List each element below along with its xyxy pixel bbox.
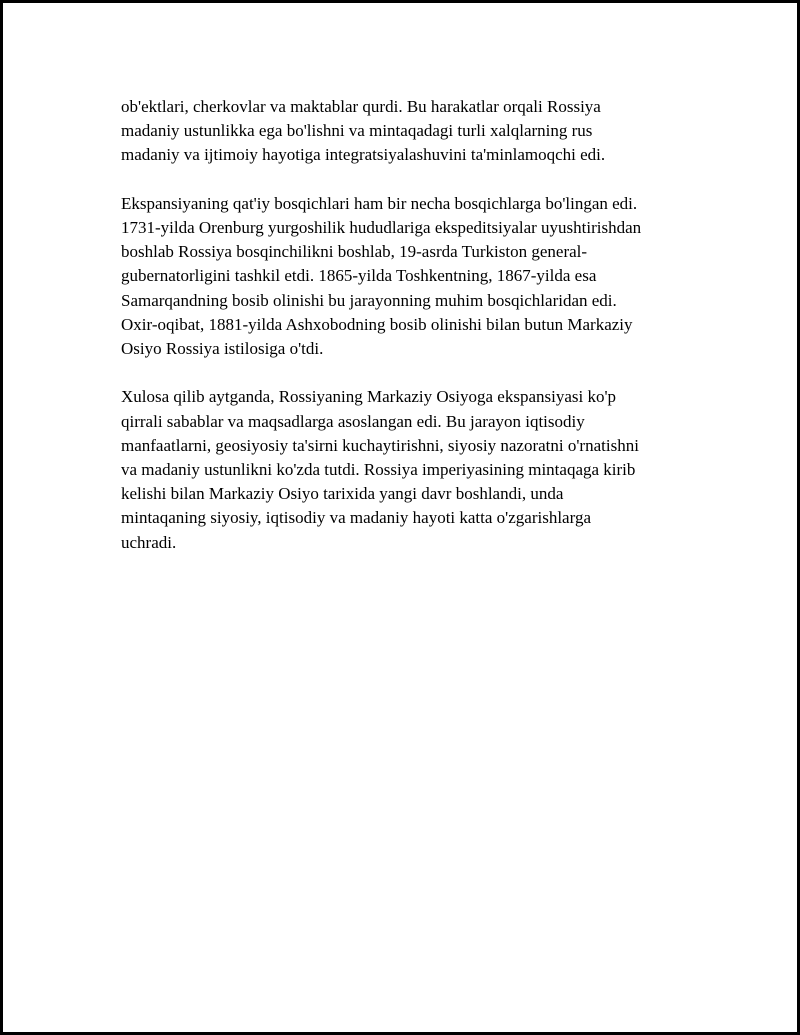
text-line: gubernatorligini tashkil etdi. 1865-yilda Toshkentning, 1867-yilda esa	[121, 266, 597, 286]
paragraph-3	[121, 385, 693, 554]
text-line: va madaniy ustunlikni ko'zda tutdi. Rossiya imperiyasining mintaqaga kirib	[121, 460, 636, 480]
text-line: Ekspansiyaning qat'iy bosqichlari ham bir necha bosqichlarga bo'lingan edi.	[121, 193, 638, 213]
document-body	[121, 95, 693, 579]
paragraph-1	[121, 95, 693, 168]
text-line: Oxir-oqibat, 1881-yilda Ashxobodning bosib olinishi bilan butun Markaziy	[121, 314, 633, 334]
text-line: madaniy va ijtimoiy hayotiga integratsiyalashuvini ta'minlamoqchi edi.	[121, 145, 606, 165]
text-line: boshlab Rossiya bosqinchilikni boshlab, 19-asrda Turkiston general-	[121, 242, 588, 262]
text-line: kelishi bilan Markaziy Osiyo tarixida yangi davr boshlandi, unda	[121, 484, 564, 504]
text-line: qirrali sabablar va maqsadlarga asoslangan edi. Bu jarayon iqtisodiy	[121, 411, 585, 431]
text-line: manfaatlarni, geosiyosiy ta'sirni kuchaytirishni, siyosiy nazoratni o'rnatishni	[121, 435, 639, 455]
text-line: Osiyo Rossiya istilosiga o'tdi.	[121, 339, 324, 359]
text-line: Xulosa qilib aytganda, Rossiyaning Markaziy Osiyoga ekspansiyasi ko'p	[121, 387, 617, 407]
text-line: Samarqandning bosib olinishi bu jarayonning muhim bosqichlaridan edi.	[121, 290, 617, 310]
paragraph-2	[121, 192, 693, 361]
text-line: 1731-yilda Orenburg yurgoshilik hududlariga ekspeditsiyalar uyushtirishdan	[121, 218, 642, 237]
text-line: mintaqaning siyosiy, iqtisodiy va madaniy hayoti katta o'zgarishlarga	[121, 508, 591, 528]
text-line: uchradi.	[121, 532, 177, 552]
text-line: madaniy ustunlikka ega bo'lishni va mintaqadagi turli xalqlarning rus	[121, 121, 593, 141]
text-line: ob'ektlari, cherkovlar va maktablar qurdi. Bu harakatlar orqali Rossiya	[121, 97, 601, 116]
